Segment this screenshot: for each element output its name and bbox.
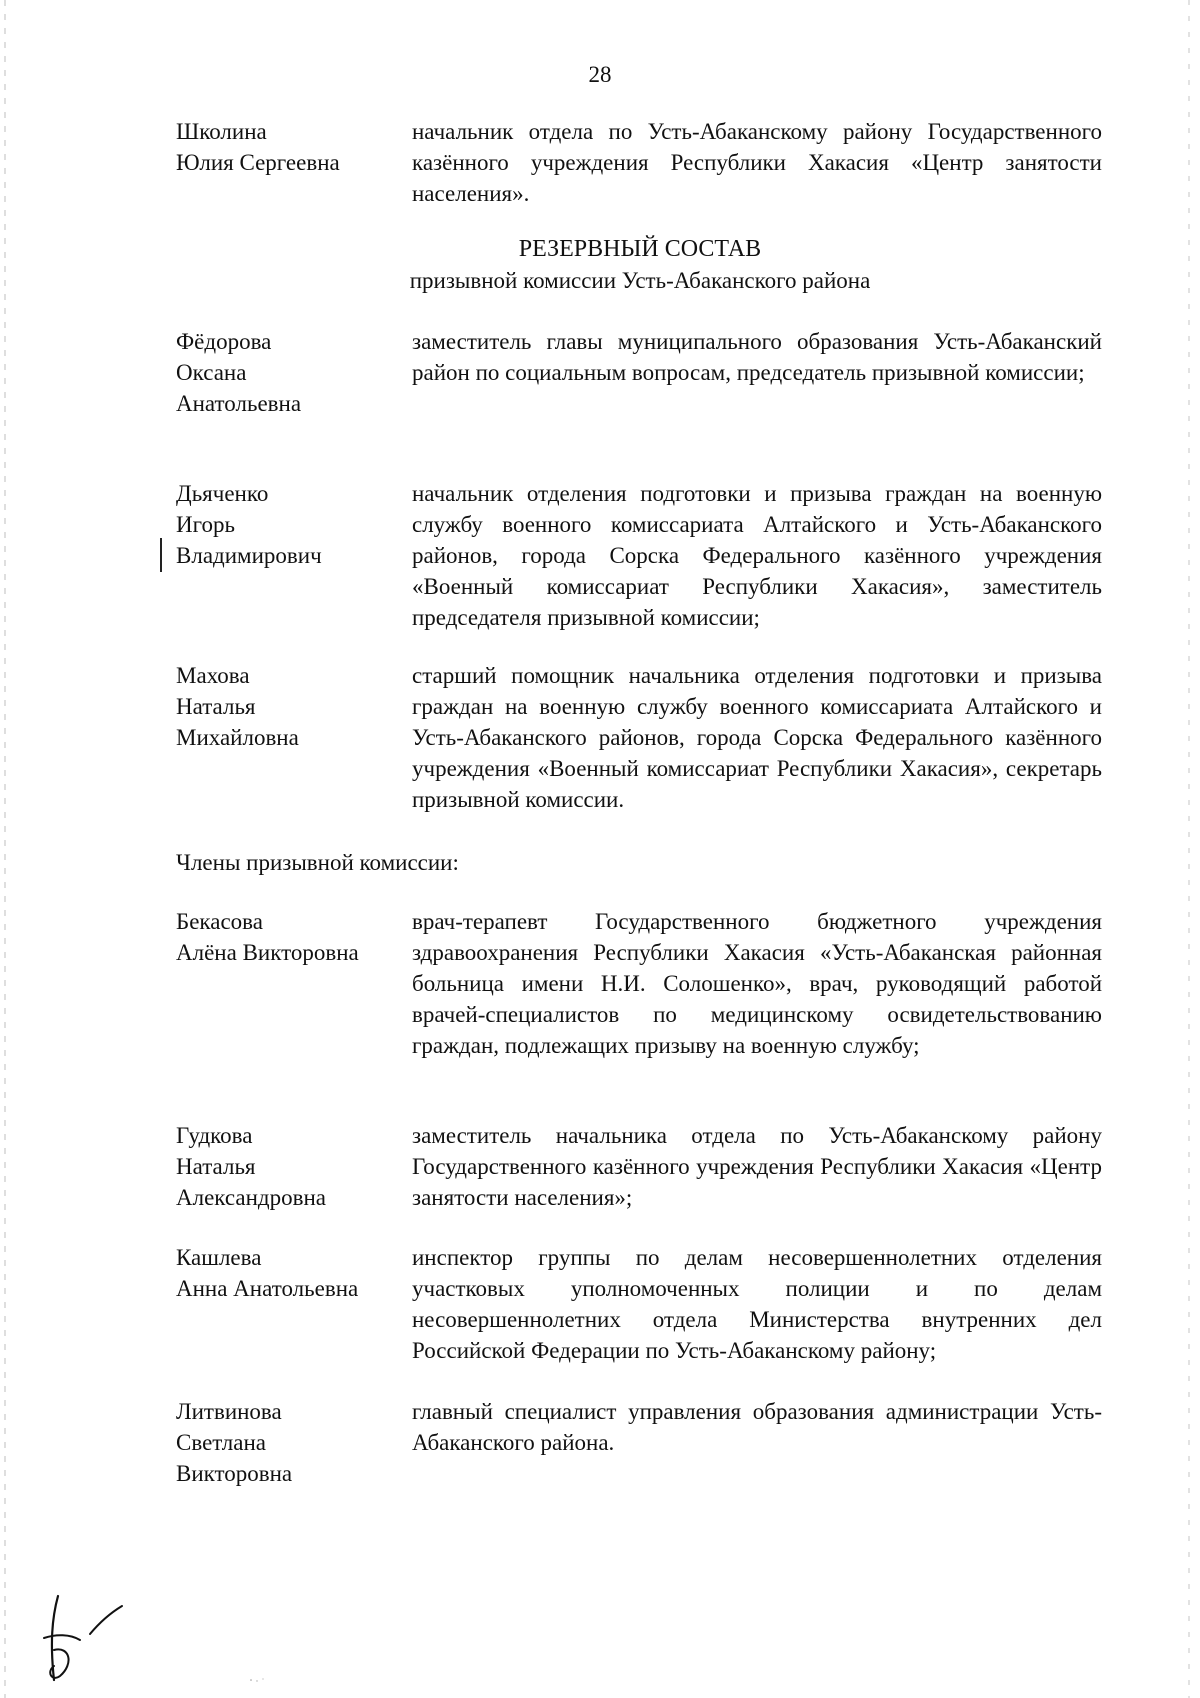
person-position: заместитель начальника отдела по Усть-Абаканскому району Государственного казённого учреждения Республики Хакасия «Центр занятости населения»;	[412, 1123, 1102, 1210]
person-position: начальник отдела по Усть-Абаканскому району Государственного казённого учреждения Республики Хакасия «Центр занятости населения».	[412, 119, 1102, 206]
surname: Гудкова	[176, 1123, 253, 1148]
reserve-subheading: призывной комиссии Усть-Абаканского района	[409, 268, 871, 293]
member-entry	[176, 1120, 1106, 1213]
scan-speck	[248, 1676, 268, 1684]
person-name	[176, 1120, 412, 1213]
surname: Школина	[176, 119, 267, 144]
member-entry	[176, 906, 1106, 1061]
person-position: главный специалист управления образования администрации Усть-Абаканского района.	[412, 1399, 1102, 1455]
given-names: Анна Анатольевна	[176, 1276, 359, 1301]
person-position: инспектор группы по делам несовершеннолетних отделения участковых уполномоченных полиции и по делам несовершеннолетних отдела Министерства внутренних дел Российской Федерации по Усть-Абаканскому району;	[412, 1245, 1102, 1363]
top-entry	[176, 116, 1106, 209]
patronymic: Владимирович	[176, 543, 322, 568]
member-entry	[176, 1396, 1106, 1489]
person-name	[176, 478, 412, 633]
reserve-entry	[176, 478, 1106, 633]
surname: Бекасова	[176, 909, 263, 934]
given-name: Светлана	[176, 1430, 266, 1455]
patronymic: Анатольевна	[176, 391, 302, 416]
patronymic: Викторовна	[176, 1461, 293, 1486]
person-position: заместитель главы муниципального образования Усть-Абаканский район по социальным вопросам, председатель призывной комиссии;	[412, 329, 1102, 385]
person-position: начальник отделения подготовки и призыва граждан на военную службу военного комиссариата Алтайского и Усть-Абаканского районов, города Сорска Федерального казённого учреждения «Военный комиссариат Республики Хакасия», заместитель председателя призывной комиссии;	[412, 481, 1102, 630]
surname: Махова	[176, 663, 250, 688]
surname: Дьяченко	[176, 481, 269, 506]
person-position: старший помощник начальника отделения подготовки и призыва граждан на военную службу военного комиссариата Алтайского и Усть-Абаканского районов, города Сорска Федерального казённого учреждения «Военный комиссариат Республики Хакасия», секретарь призывной комиссии.	[412, 663, 1102, 812]
margin-correction-mark	[160, 538, 162, 572]
person-name	[176, 326, 412, 419]
person-name	[176, 660, 412, 815]
patronymic: Александровна	[176, 1185, 326, 1210]
person-name	[176, 1396, 412, 1489]
member-entry	[176, 1242, 1106, 1366]
given-name: Наталья	[176, 694, 256, 719]
person-name	[176, 116, 412, 209]
members-label: Члены призывной комиссии:	[176, 850, 459, 875]
person-position: врач-терапевт Государственного бюджетного учреждения здравоохранения Республики Хакасия «Усть-Абаканская районная больница имени Н.И. Солошенко», врач, руководящий работой врачей-специалистов по медицинскому освидетельствованию граждан, подлежащих призыву на военную службу;	[412, 909, 1102, 1058]
person-name	[176, 1242, 412, 1366]
given-names: Алёна Викторовна	[176, 940, 359, 965]
given-names: Юлия Сергеевна	[176, 150, 340, 175]
surname: Литвинова	[176, 1399, 282, 1424]
given-name: Игорь	[176, 512, 235, 537]
page-number: 28	[588, 62, 612, 87]
surname: Фёдорова	[176, 329, 272, 354]
reserve-heading: РЕЗЕРВНЫЙ СОСТАВ	[518, 236, 762, 262]
reserve-entry	[176, 660, 1106, 815]
handwritten-initials	[30, 1588, 130, 1688]
reserve-entry	[176, 326, 1106, 419]
given-name: Оксана	[176, 360, 247, 385]
patronymic: Михайловна	[176, 725, 299, 750]
person-name	[176, 906, 412, 1061]
given-name: Наталья	[176, 1154, 256, 1179]
surname: Кашлева	[176, 1245, 262, 1270]
